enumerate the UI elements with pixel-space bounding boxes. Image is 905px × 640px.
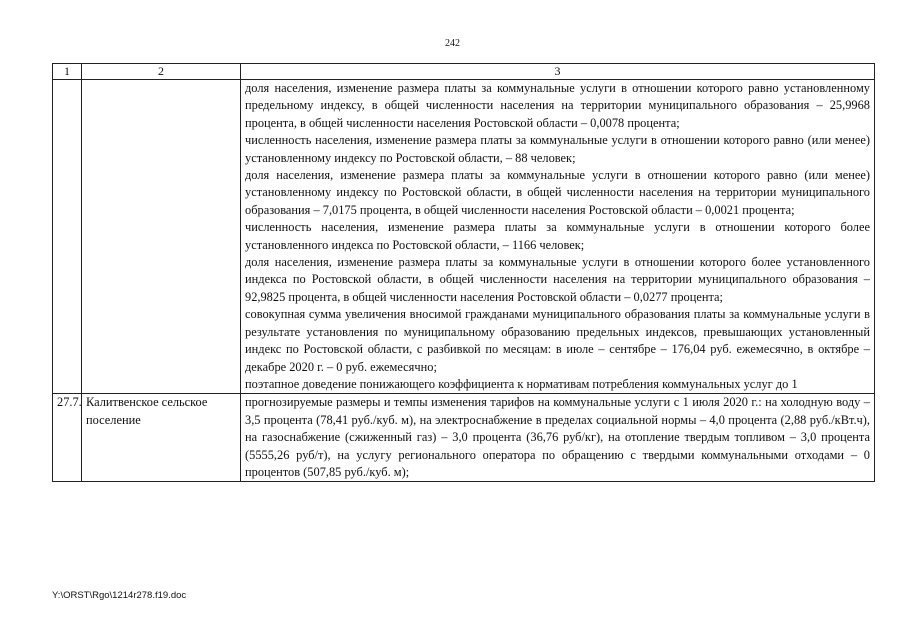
paragraph: совокупная сумма увеличения вносимой гражданами муниципального образования платы за коммунальные услуги в результате установления по муниципальному образованию предельных индексов, превышающих установленный индекс по Ростовской области, с разбивкой по месяцам: в июле – сентябре – 176,04 руб. ежемесячно, в октябре – декабре 2020 г. – 0 руб. ежемесячно; (245, 307, 870, 374)
table-header-row (53, 64, 875, 80)
settlement-name (82, 80, 241, 394)
paragraph: численность населения, изменение размера платы за коммунальные услуги в отношении которого равно (или менее) установленному индексу по Ростовской области, – 88 человек; (245, 133, 870, 165)
row-number (53, 80, 82, 394)
row-content (241, 80, 875, 394)
paragraph: доля населения, изменение размера платы за коммунальные услуги в отношении которого более установленного индекса по Ростовской области, в общей численности населения на территории муниципального образования – 92,9825 процента, в общей численности населения Ростовской области – 0,0277 процента; (245, 255, 870, 304)
paragraph: прогнозируемые размеры и темпы изменения тарифов на коммунальные услуги с 1 июля 2020 г.: на холодную воду – 3,5 процента (78,41 руб./куб. м), на электроснабжение в пределах социальной нормы – 4,0 процента (2,88 руб./кВт.ч), на газоснабжение (сжиженный газ) – 3,0 процента (36,76 руб/кг), на отопление твердым топливом – 3,0 процента (5555,26 руб/т), на услугу регионального оператора по обращению с твердыми коммунальными отходами – 0 процентов (507,85 руб./куб. м); (245, 395, 870, 479)
paragraph: численность населения, изменение размера платы за коммунальные услуги в отношении которого более установленного индекса по Ростовской области, – 1166 человек; (245, 220, 870, 252)
settlement-name: Калитвенское сельское поселение (82, 394, 241, 482)
table-row (53, 394, 875, 482)
paragraph: доля населения, изменение размера платы за коммунальные услуги в отношении которого равно установленному предельному индексу, в общей численности населения на территории муниципального образования – 25,9968 процента, в общей численности населения Ростовской области – 0,0078 процента; (245, 81, 870, 130)
paragraph: поэтапное доведение понижающего коэффициента к нормативам потребления коммунальных услуг до 1 (245, 376, 798, 391)
table-row (53, 80, 875, 394)
document-table (52, 63, 875, 482)
header-col-1: 1 (53, 64, 82, 80)
paragraph: доля населения, изменение размера платы за коммунальные услуги в отношении которого равно (или менее) установленному индексу по Ростовской области, в общей численности населения на территории муниципального образования – 7,0175 процента, в общей численности населения Ростовской области – 0,0021 процента; (245, 168, 870, 217)
header-col-2: 2 (82, 64, 241, 80)
footer-file-path: Y:\ORST\Rgo\1214r278.f19.doc (52, 590, 187, 601)
page-number: 242 (445, 38, 460, 49)
header-col-3: 3 (241, 64, 875, 80)
row-content (241, 394, 875, 482)
row-number: 27.7. (53, 394, 82, 482)
